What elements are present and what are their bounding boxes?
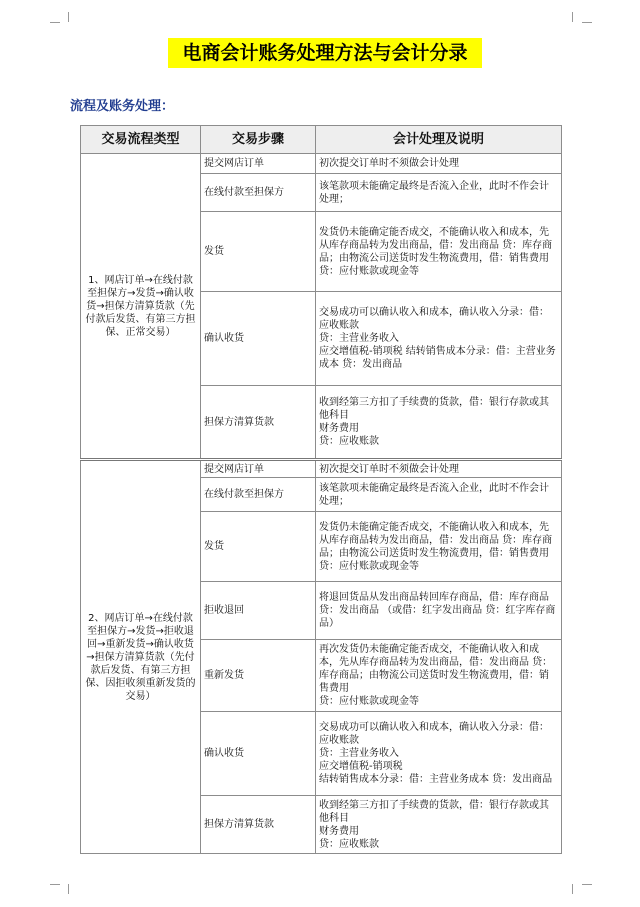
- crop-mark: [582, 884, 592, 885]
- step-cell: 发货: [201, 512, 316, 582]
- crop-mark: [58, 884, 69, 894]
- step-cell: 确认收货: [201, 712, 316, 796]
- step-cell: 确认收货: [201, 292, 316, 386]
- step-cell: 提交网店订单: [201, 460, 316, 478]
- accounting-cell: 收到经第三方扣了手续费的货款，借：银行存款或其他科目 财务费用 贷：应收账款: [316, 386, 562, 460]
- step-cell: 担保方清算货款: [201, 796, 316, 854]
- accounting-cell: 该笔款项未能确定最终是否流入企业，此时不作会计处理；: [316, 174, 562, 212]
- column-header-flow-type: 交易流程类型: [81, 126, 201, 154]
- column-header-accounting: 会计处理及说明: [316, 126, 562, 154]
- accounting-cell: 将退回货品从发出商品转回库存商品，借：库存商品 贷：发出商品 （或借：红字发出商品 贷：红字库存商品）: [316, 582, 562, 640]
- step-cell: 在线付款至担保方: [201, 174, 316, 212]
- crop-mark: [572, 12, 583, 22]
- accounting-cell: 发货仍未能确定能否成交，不能确认收入和成本，先从库存商品转为发出商品，借：发出商品 贷：库存商品；由物流公司送货时发生物流费用，借：销售费用贷：应付账款或现金等: [316, 212, 562, 292]
- accounting-cell: 再次发货仍未能确定能否成交，不能确认收入和成本，先从库存商品转为发出商品，借：发出商品 贷：库存商品；由物流公司送货时发生物流费用，借：销售费用 贷：应付账款或现金等: [316, 640, 562, 712]
- crop-mark: [582, 22, 592, 23]
- accounting-table: [80, 125, 562, 854]
- accounting-cell: 收到经第三方扣了手续费的货款，借：银行存款或其他科目 财务费用 贷：应收账款: [316, 796, 562, 854]
- table-row: [81, 460, 562, 478]
- accounting-cell: 初次提交订单时不须做会计处理: [316, 460, 562, 478]
- table-header-row: [81, 126, 562, 154]
- table-row: [81, 154, 562, 174]
- crop-mark: [572, 884, 583, 894]
- step-cell: 重新发货: [201, 640, 316, 712]
- accounting-cell: 交易成功可以确认收入和成本，确认收入分录：借：应收账款 贷：主营业务收入 应交增值税-销项税 结转销售成本分录：借：主营业务成本 贷：发出商品: [316, 292, 562, 386]
- step-cell: 拒收退回: [201, 582, 316, 640]
- step-cell: 在线付款至担保方: [201, 478, 316, 512]
- flow-type-cell: 2、网店订单→在线付款至担保方→发货→拒收退回→重新发货→确认收货→担保方清算货款（先付款后发货、有第三方担保、因拒收须重新发货的交易）: [81, 460, 201, 854]
- accounting-cell: 初次提交订单时不须做会计处理: [316, 154, 562, 174]
- document-title: 电商会计账务处理方法与会计分录: [168, 38, 482, 68]
- crop-mark: [58, 12, 69, 22]
- step-cell: 提交网店订单: [201, 154, 316, 174]
- accounting-cell: 交易成功可以确认收入和成本，确认收入分录：借：应收账款 贷：主营业务收入 应交增值税-销项税 结转销售成本分录：借：主营业务成本 贷：发出商品: [316, 712, 562, 796]
- accounting-cell: 该笔款项未能确定最终是否流入企业，此时不作会计处理；: [316, 478, 562, 512]
- step-cell: 担保方清算货款: [201, 386, 316, 460]
- flow-type-cell: 1、网店订单→在线付款至担保方→发货→确认收货→担保方清算货款（先付款后发货、有第三方担保、正常交易）: [81, 154, 201, 460]
- crop-mark: [50, 22, 60, 23]
- column-header-step: 交易步骤: [201, 126, 316, 154]
- crop-mark: [50, 884, 60, 885]
- step-cell: 发货: [201, 212, 316, 292]
- accounting-cell: 发货仍未能确定能否成交，不能确认收入和成本，先从库存商品转为发出商品，借：发出商品 贷：库存商品；由物流公司送货时发生物流费用，借：销售费用 贷：应付账款或现金等: [316, 512, 562, 582]
- section-heading: 流程及账务处理：: [70, 99, 175, 114]
